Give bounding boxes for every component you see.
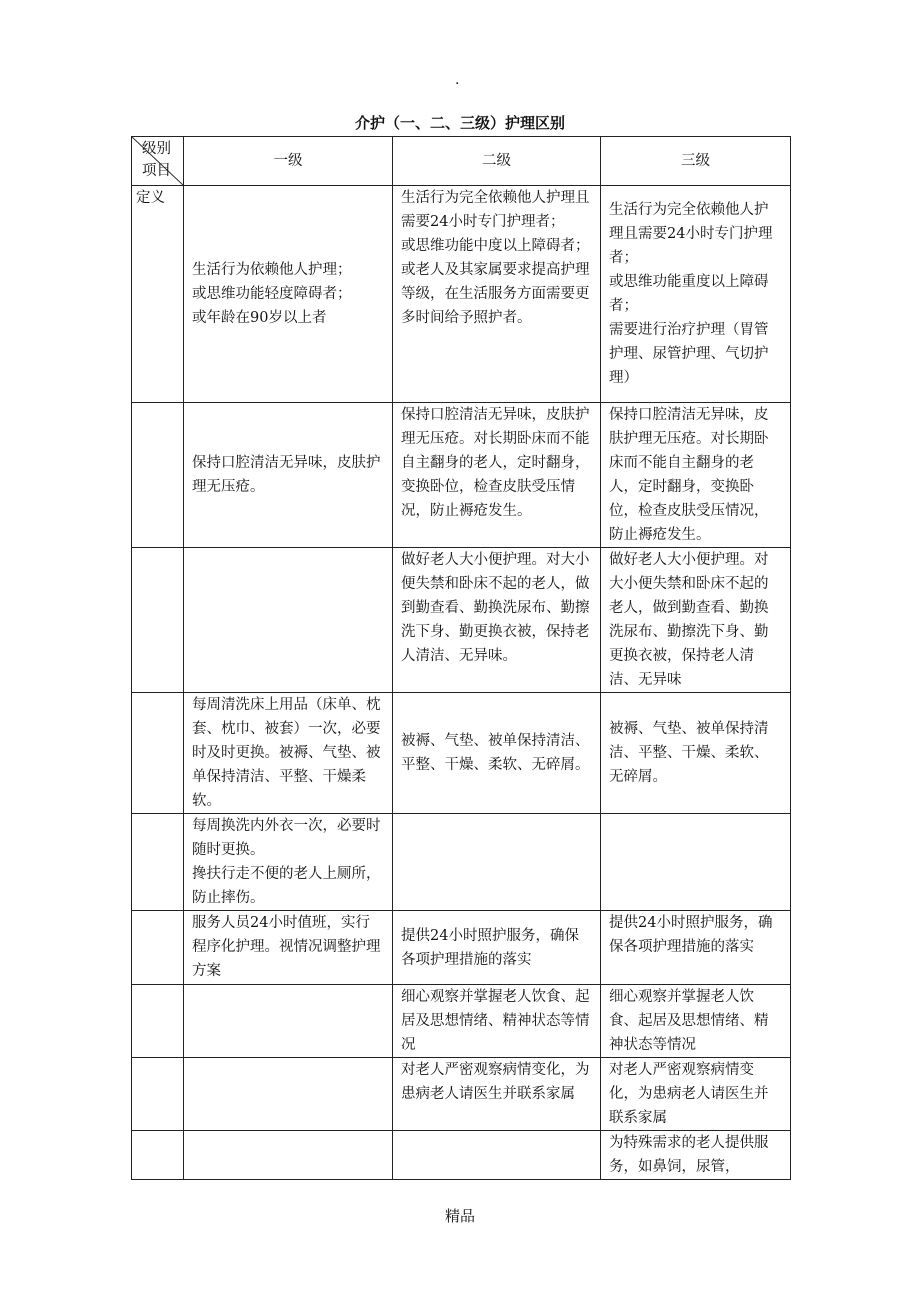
cell-text — [192, 693, 384, 813]
level-1-cell — [184, 985, 393, 1058]
cell-line: 为特殊需求的老人提供服务，如鼻饲，尿管， — [609, 1135, 769, 1175]
cell-line: 或思维功能轻度障碍者； — [192, 286, 352, 302]
item-cell — [132, 693, 184, 814]
table-header-row — [132, 137, 791, 186]
level-1-cell — [184, 1131, 393, 1180]
level-2-cell — [393, 403, 601, 548]
item-cell — [132, 814, 184, 911]
cell-line: 保持口腔清洁无异味，皮肤护理无压疮。对长期卧床而不能自主翻身的老人，定时翻身，变换卧位，检查皮肤受压情况，防止褥疮发生。 — [401, 407, 590, 519]
level-2-cell — [393, 186, 601, 403]
header-level-2: 二级 — [393, 137, 601, 186]
cell-text — [192, 814, 384, 910]
cell-line: 提供24小时照护服务，确保各项护理措施的落实 — [609, 915, 773, 955]
level-2-cell — [393, 1131, 601, 1180]
corner-header-cell — [132, 137, 184, 186]
item-cell — [132, 548, 184, 693]
cell-text — [609, 1131, 782, 1179]
cell-text — [401, 1058, 592, 1106]
cell-line: 生活行为依赖他人护理； — [192, 262, 352, 278]
cell-line: 或思维功能重度以上障碍者； — [609, 274, 769, 314]
page-title: 介护（一、二、三级）护理区别 — [354, 114, 565, 132]
cell-line: 细心观察并掌握老人饮食、起居及思想情绪、精神状态等情况 — [609, 989, 769, 1053]
cell-line: 对老人严密观察病情变化，为患病老人请医生并联系家属 — [609, 1062, 769, 1126]
cell-text — [401, 729, 592, 777]
level-2-cell — [393, 985, 601, 1058]
cell-text — [192, 911, 384, 983]
level-1-cell — [184, 814, 393, 911]
level-3-cell — [601, 186, 791, 403]
cell-text — [609, 717, 782, 789]
cell-line: 细心观察并掌握老人饮食、起居及思想情绪、精神状态等情况 — [401, 989, 590, 1053]
cell-text — [401, 924, 592, 972]
care-level-table — [131, 136, 791, 1180]
level-2-cell — [393, 911, 601, 985]
corner-item-label: 项目 — [142, 163, 171, 179]
level-3-cell — [601, 911, 791, 985]
cell-line: 生活行为完全依赖他人护理且需要24小时专门护理者； — [609, 202, 773, 266]
level-1-cell — [184, 911, 393, 985]
cell-text — [192, 451, 384, 499]
cell-line: 生活行为完全依赖他人护理且需要24小时专门护理者； — [401, 190, 590, 230]
cell-text — [609, 1058, 782, 1130]
cell-text — [609, 198, 782, 390]
cell-line: 被褥、气垫、被单保持清洁、平整、干燥、柔软、无碎屑。 — [609, 721, 769, 785]
level-2-cell — [393, 693, 601, 814]
item-cell — [132, 1131, 184, 1180]
cell-text — [192, 258, 384, 330]
item-cell — [132, 403, 184, 548]
item-cell — [132, 911, 184, 985]
cell-line: 搀扶行走不便的老人上厕所，防止摔伤。 — [192, 866, 381, 906]
level-1-cell — [184, 693, 393, 814]
cell-line: 或思维功能中度以上障碍者； — [401, 238, 590, 254]
level-2-cell — [393, 1058, 601, 1131]
level-2-cell — [393, 814, 601, 911]
table-row — [132, 693, 791, 814]
level-3-cell — [601, 814, 791, 911]
level-1-cell — [184, 1058, 393, 1131]
cell-text — [401, 985, 592, 1057]
item-cell — [132, 1058, 184, 1131]
cell-line: 或年龄在90岁以上者 — [192, 310, 327, 326]
level-1-cell — [184, 548, 393, 693]
table-row — [132, 548, 791, 693]
level-3-cell — [601, 693, 791, 814]
cell-text — [609, 985, 782, 1057]
table-row — [132, 186, 791, 403]
cell-line: 被褥、气垫、被单保持清洁、平整、干燥、柔软、无碎屑。 — [401, 733, 590, 773]
cell-line: 服务人员24小时值班，实行程序化护理。视情况调整护理方案 — [192, 915, 381, 979]
cell-line: 提供24小时照护服务，确保各项护理措施的落实 — [401, 927, 579, 968]
table-row — [132, 1131, 791, 1180]
item-cell — [132, 985, 184, 1058]
cell-text — [401, 403, 592, 523]
cell-line: 保持口腔清洁无异味，皮肤护理无压疮。对长期卧床而不能自主翻身的老人，定时翻身，变换卧位，检查皮肤受压情况，防止褥疮发生。 — [609, 407, 769, 543]
level-3-cell — [601, 985, 791, 1058]
level-3-cell — [601, 1131, 791, 1180]
cell-text — [401, 548, 592, 668]
cell-line: 做好老人大小便护理。对大小便失禁和卧床不起的老人，做到勤查看、勤换洗尿布、勤擦洗下身、勤更换衣被，保持老人清洁、无异味。 — [401, 552, 590, 664]
level-2-cell — [393, 548, 601, 693]
cell-line: 每周换洗内外衣一次，必要时随时更换。 — [192, 818, 381, 858]
header-mark: . — [455, 72, 460, 88]
level-3-cell — [601, 548, 791, 693]
table-row — [132, 814, 791, 911]
cell-text — [609, 403, 782, 547]
level-3-cell — [601, 1058, 791, 1131]
corner-level-label: 级别 — [142, 141, 171, 157]
item-cell: 定义 — [132, 186, 184, 403]
cell-text — [609, 911, 782, 959]
cell-line: 保持口腔清洁无异味，皮肤护理无压疮。 — [192, 455, 381, 495]
cell-line: 需要进行治疗护理（胃管护理、尿管护理、气切护理） — [609, 322, 769, 386]
level-3-cell — [601, 403, 791, 548]
footer-text: 精品 — [444, 1207, 475, 1225]
cell-text — [609, 548, 782, 692]
level-1-cell — [184, 403, 393, 548]
table-row — [132, 985, 791, 1058]
cell-text — [401, 186, 592, 330]
table-row — [132, 403, 791, 548]
table-row — [132, 1058, 791, 1131]
table-row — [132, 911, 791, 985]
header-level-3: 三级 — [601, 137, 791, 186]
level-1-cell — [184, 186, 393, 403]
cell-line: 或老人及其家属要求提高护理等级，在生活服务方面需要更多时间给予照护者。 — [401, 262, 590, 326]
cell-line: 对老人严密观察病情变化，为患病老人请医生并联系家属 — [401, 1062, 590, 1102]
cell-line: 做好老人大小便护理。对大小便失禁和卧床不起的老人，做到勤查看、勤换洗尿布、勤擦洗下身、勤更换衣被，保持老人清洁、无异味 — [609, 552, 769, 688]
cell-line: 每周清洗床上用品（床单、枕套、枕巾、被套）一次，必要时及时更换。被褥、气垫、被单保持清洁、平整、干燥柔软。 — [192, 697, 381, 809]
header-level-1: 一级 — [184, 137, 393, 186]
